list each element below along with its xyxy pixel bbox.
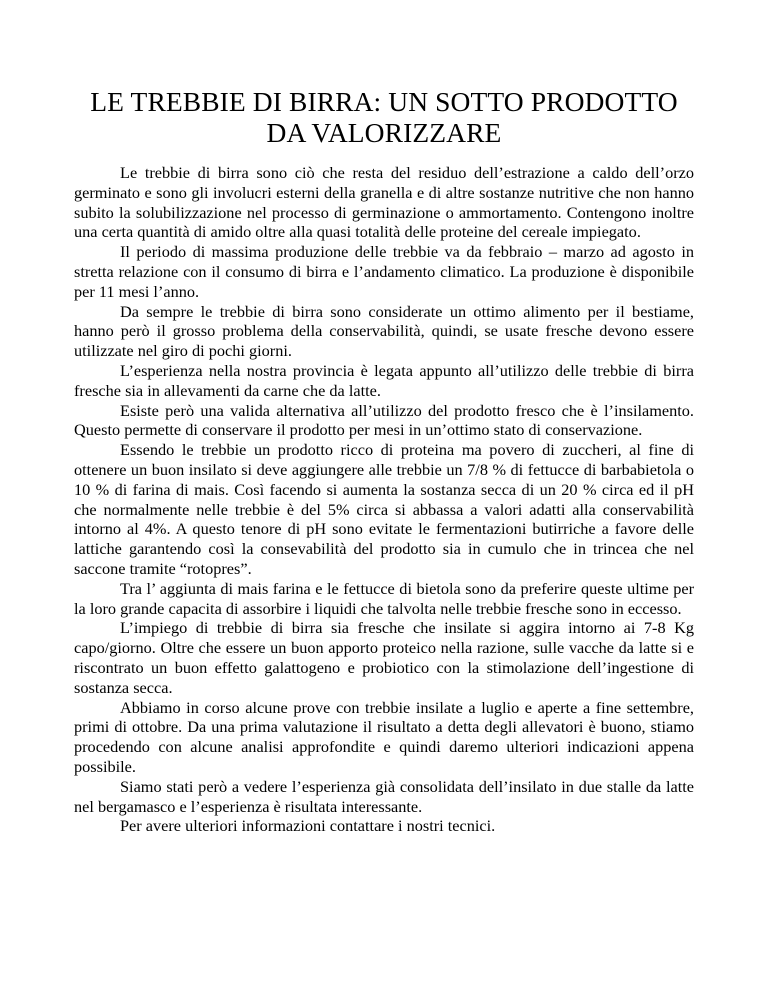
paragraph-ensiling-alternative: Esiste però una valida alternativa all’utilizzo del prodotto fresco che è l’insilamento. Questo permette di conservare il prodotto per mesi in un’ottimo stato di conservazione. bbox=[74, 400, 694, 440]
paragraph-contact: Per avere ulteriori informazioni contattare i nostri tecnici. bbox=[120, 816, 496, 836]
document-title bbox=[60, 86, 708, 148]
paragraph-additives: Tra l’ aggiunta di mais farina e le fettucce di bietola sono da preferire queste ultime per la loro grande capacita di assorbire i liquidi che talvolta nelle trebbie fresche sono in eccesso. bbox=[74, 578, 694, 618]
paragraph-intro: Le trebbie di birra sono ciò che resta del residuo dell’estrazione a caldo dell’orzo germinato e sono gli involucri esterni della granella e di altre sostanze nutritive che non hanno subito la solubilizzazione nel processo di germinazione o ammortamento. Contengono inoltre una certa quantità di amido oltre alla quasi totalità delle proteine del cereale impiegato. bbox=[74, 163, 694, 242]
paragraph-trials: Abbiamo in corso alcune prove con trebbie insilate a luglio e aperte a fine settembre, primi di ottobre. Da una prima valutazione il risultato a detta degli allevatori è buono, stiamo procedendo con alcune analisi approfondite e quindi daremo ulteriori indicazioni appena possibile. bbox=[74, 697, 694, 776]
paragraph-dosage: L’impiego di trebbie di birra sia fresche che insilate si aggira intorno ai 7-8 Kg capo/giorno. Oltre che essere un buon apporto proteico nella razione, sulle vacche da latte si e riscontrato un buon effetto galattogeno e probiotico con la stimolazione dell’ingestione di sostanza secca. bbox=[74, 618, 694, 697]
title-line-1: LE TREBBIE DI BIRRA: UN SOTTO PRODOTTO bbox=[90, 86, 678, 117]
paragraph-ensiling-method: Essendo le trebbie un prodotto ricco di proteina ma povero di zuccheri, al fine di ottenere un buon insilato si deve aggiungere alle trebbie un 7/8 % di fettucce di barbabietola o 10 % di farina di mais. Così facendo si aumenta la sostanza secca di un 20 % circa ed il pH che normalmente nelle trebbie è del 5% circa si abbassa a valori adatti alla conservabilità intorno al 4%. A questo tenore di pH sono evitate le fermentazioni butirriche a favore delle lattiche garantendo così la consevabilità del prodotto sia in cumulo che in trincea che nel saccone tramite “rotopres”. bbox=[74, 440, 694, 578]
document-body bbox=[74, 163, 694, 836]
paragraph-farm-visits: Siamo stati però a vedere l’esperienza già consolidata dell’insilato in due stalle da latte nel bergamasco e l’esperienza è risultata interessante. bbox=[74, 776, 694, 816]
paragraph-conservation-problem: Da sempre le trebbie di birra sono considerate un ottimo alimento per il bestiame, hanno però il grosso problema della conservabilità, quindi, se usate fresche devono essere utilizzate nel giro di pochi giorni. bbox=[74, 301, 694, 361]
paragraph-local-experience: L’esperienza nella nostra provincia è legata appunto all’utilizzo delle trebbie di birra fresche sia in allevamenti da carne che da latte. bbox=[74, 360, 694, 400]
title-line-2: DA VALORIZZARE bbox=[266, 117, 502, 148]
paragraph-production-period: Il periodo di massima produzione delle trebbie va da febbraio – marzo ad agosto in stretta relazione con il consumo di birra e l’andamento climatico. La produzione è disponibile per 11 mesi l’anno. bbox=[74, 242, 694, 301]
